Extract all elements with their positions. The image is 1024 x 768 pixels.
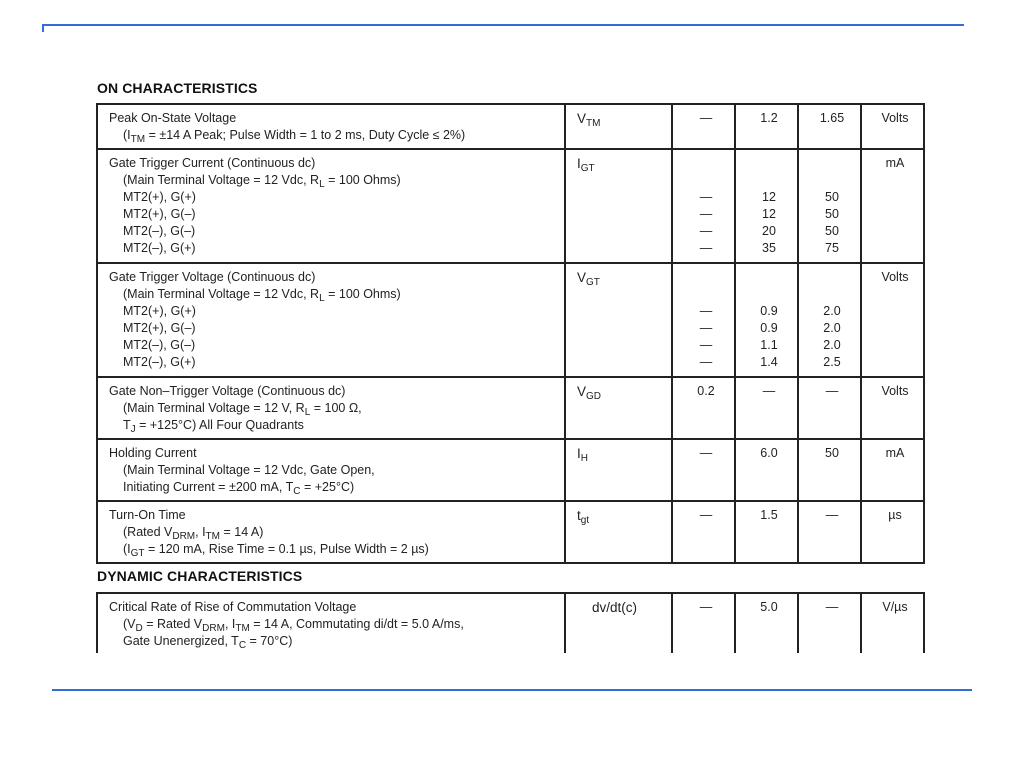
quadrant-label: MT2(–), G(+) — [123, 355, 196, 369]
parameter-title: Holding Current — [109, 446, 197, 460]
table-row — [97, 501, 924, 563]
parameter-title: Gate Non–Trigger Voltage (Continuous dc) — [109, 384, 346, 398]
unit-cell: V/µs — [861, 593, 924, 653]
parameter-title: Peak On-State Voltage — [109, 111, 237, 125]
max-cell: — — [798, 501, 861, 563]
quadrant-label: MT2(+), G(–) — [123, 321, 196, 335]
min-cell: 0.2 — [672, 377, 735, 439]
typ-cell: — — [735, 377, 798, 439]
typ-cell: 5.0 — [735, 593, 798, 653]
max-cell: — — [798, 377, 861, 439]
unit-cell: Volts — [861, 263, 924, 377]
parameter-cell — [97, 501, 565, 563]
top-rule — [42, 24, 964, 26]
quadrant-label: MT2(–), G(–) — [123, 224, 196, 238]
parameter-cell — [97, 104, 565, 149]
parameter-cell — [97, 593, 565, 653]
min-cell: — — — — — [672, 149, 735, 263]
quadrant-label: MT2(+), G(+) — [123, 304, 196, 318]
unit-cell: Volts — [861, 104, 924, 149]
parameter-condition: Gate Unenergized, $T_C = 70^\circ C$) — [123, 634, 293, 651]
symbol-cell: dv/dt(c) — [565, 593, 672, 653]
min-cell: — — [672, 593, 735, 653]
parameter-cell — [97, 149, 565, 263]
table-row — [97, 377, 924, 439]
symbol-cell: $V_{TM}$ — [565, 104, 672, 149]
top-rule-tick — [42, 24, 44, 32]
parameter-condition: (Main Terminal Voltage = 12 Vdc, Gate Open, — [123, 463, 375, 477]
typ-cell: 6.0 — [735, 439, 798, 501]
parameter-condition: (Main Terminal Voltage = 12 V, $R_L = 100$ Ω, — [123, 401, 362, 418]
min-cell: — — [672, 104, 735, 149]
symbol-cell: $V_{GT}$ — [565, 263, 672, 377]
unit-cell: µs — [861, 501, 924, 563]
quadrant-label: MT2(–), G(–) — [123, 338, 196, 352]
max-cell: 50 50 50 75 — [798, 149, 861, 263]
parameter-condition: ($V_D$ = Rated $V_{DRM}$, $I_{TM} = 14$ A, Commutating di/dt = 5.0 A/ms, — [123, 617, 464, 634]
table-row — [97, 263, 924, 377]
table-row — [97, 149, 924, 263]
quadrant-label: MT2(+), G(–) — [123, 207, 196, 221]
typ-cell: 1.5 — [735, 501, 798, 563]
parameter-condition: ($I_{TM} = \pm 14$ A Peak; Pulse Width = 1 to 2 ms, Duty Cycle ≤ 2%) — [123, 128, 466, 145]
unit-cell: Volts — [861, 377, 924, 439]
parameter-cell — [97, 439, 565, 501]
quadrant-label: MT2(–), G(+) — [123, 241, 196, 255]
parameter-cell — [97, 377, 565, 439]
symbol-cell: $V_{GD}$ — [565, 377, 672, 439]
max-cell: 1.65 — [798, 104, 861, 149]
symbol-cell: $t_{gt}$ — [565, 501, 672, 563]
table-row — [97, 439, 924, 501]
on-characteristics-heading: ON CHARACTERISTICS — [97, 80, 258, 96]
parameter-title: Turn-On Time — [109, 508, 186, 522]
symbol-cell: $I_H$ — [565, 439, 672, 501]
typ-cell: 12 12 20 35 — [735, 149, 798, 263]
on-characteristics-table — [96, 103, 925, 564]
min-cell: — — [672, 439, 735, 501]
parameter-cell — [97, 263, 565, 377]
parameter-condition: Initiating Current = ±200 mA, $T_C = +25^\circ C$) — [123, 480, 355, 497]
parameter-condition: (Main Terminal Voltage = 12 Vdc, $R_L = 100$ Ohms) — [123, 173, 401, 190]
max-cell: 50 — [798, 439, 861, 501]
dynamic-characteristics-table — [96, 592, 925, 653]
unit-cell: mA — [861, 439, 924, 501]
typ-cell: 0.9 0.9 1.1 1.4 — [735, 263, 798, 377]
dynamic-characteristics-heading: DYNAMIC CHARACTERISTICS — [97, 568, 303, 584]
parameter-condition: (Main Terminal Voltage = 12 Vdc, $R_L = 100$ Ohms) — [123, 287, 401, 304]
quadrant-label: MT2(+), G(+) — [123, 190, 196, 204]
min-cell: — — [672, 501, 735, 563]
parameter-title: Gate Trigger Current (Continuous dc) — [109, 156, 316, 170]
parameter-condition: $T_J = +125^\circ C$) All Four Quadrants — [123, 418, 304, 435]
max-cell: — — [798, 593, 861, 653]
bottom-rule — [52, 689, 972, 691]
min-cell: — — — — — [672, 263, 735, 377]
typ-cell: 1.2 — [735, 104, 798, 149]
parameter-condition: (Rated $V_{DRM}$, $I_{TM} = 14$ A) — [123, 525, 264, 542]
unit-cell: mA — [861, 149, 924, 263]
parameter-condition: ($I_{GT} = 120$ mA, Rise Time = 0.1 µs, Pulse Width = 2 µs) — [123, 542, 429, 559]
max-cell: 2.0 2.0 2.0 2.5 — [798, 263, 861, 377]
table-row — [97, 104, 924, 149]
parameter-title: Gate Trigger Voltage (Continuous dc) — [109, 270, 316, 284]
parameter-title: Critical Rate of Rise of Commutation Voltage — [109, 600, 357, 614]
symbol-cell: $I_{GT}$ — [565, 149, 672, 263]
table-row — [97, 593, 924, 653]
